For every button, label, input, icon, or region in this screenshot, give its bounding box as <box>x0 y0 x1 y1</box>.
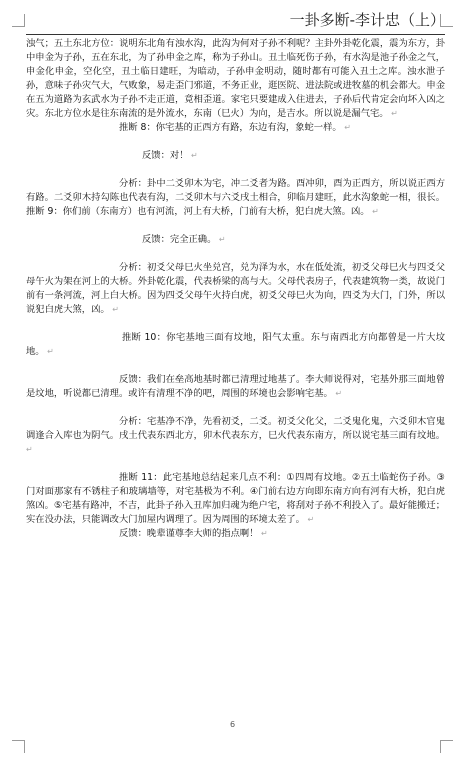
paragraph <box>26 121 445 135</box>
paragraph-mark-icon: ↵ <box>188 151 198 160</box>
paragraph-text: 分析：卦中二爻卯木为宅，冲二爻者为路。酉冲卯，酉为正西方，所以说正西方有路。二爻卯木持勾陈也代表有沟，二爻卯木与六爻戌土相合，卯临月建旺，此水沟象蛇一相，很长。推断 9：你们前（东南方）也有河流，河上有大桥，门前有大桥，犯白虎大煞。凶。 <box>26 178 445 217</box>
paragraph-mark-icon: ↵ <box>388 109 398 118</box>
page-number: 6 <box>229 720 236 729</box>
paragraph-mark-icon: ↵ <box>369 207 379 216</box>
blank-line <box>26 135 445 149</box>
document-body <box>26 37 445 541</box>
paragraph-text: 反馈：对！ <box>142 150 189 161</box>
paragraph-mark-icon: ↵ <box>341 123 351 132</box>
paragraph-text: 推断 8：你宅基的正西方有路，东边有沟，象蛇一样。 <box>119 122 342 133</box>
paragraph-text: 分析：宅基净不净，先看初爻，二爻。初爻父化父，二爻鬼化鬼，六爻卯木官鬼调逢合入库也为阴气。戌土代表东西北方，卯木代表东方，巳火代表东南方，所以说宅基三面有坟地。 <box>26 416 445 441</box>
paragraph <box>26 527 445 541</box>
blank-line <box>26 401 445 415</box>
paragraph <box>26 37 445 121</box>
paragraph <box>26 373 445 401</box>
paragraph <box>26 233 445 247</box>
paragraph <box>26 177 445 219</box>
paragraph-mark-icon: ↵ <box>26 445 33 454</box>
blank-line <box>26 317 445 331</box>
paragraph <box>26 331 445 359</box>
corner-mark-bottom-left <box>12 740 25 753</box>
paragraph-mark-icon: ↵ <box>258 529 268 538</box>
header-title: 一卦多断-李计忠（上） <box>289 11 445 29</box>
blank-line <box>26 247 445 261</box>
blank-line <box>26 359 445 373</box>
blank-line <box>26 457 445 471</box>
paragraph <box>26 261 445 317</box>
paragraph-text: 反馈：晚辈谨尊李大师的指点啊！ <box>119 528 259 539</box>
corner-mark-top-left <box>12 14 25 27</box>
paragraph-text: 反馈：完全正确。 <box>142 234 217 245</box>
paragraph-mark-icon: ↵ <box>304 515 315 524</box>
paragraph <box>26 471 445 527</box>
page-header <box>26 8 445 35</box>
corner-mark-bottom-right <box>440 740 453 753</box>
paragraph-mark-icon: ↵ <box>109 305 119 314</box>
paragraph-mark-icon: ↵ <box>332 389 343 398</box>
paragraph-text: 反馈：我们在垒高地基时都已清理过地基了。李大师说得对，宅基外那三面地曾是坟地，听说都已清理。或许有清理不净的吧，周围的环境也会影响宅基。 <box>26 374 445 399</box>
paragraph-mark-icon: ↵ <box>216 235 226 244</box>
paragraph <box>26 149 445 163</box>
blank-line <box>26 219 445 233</box>
paragraph-mark-icon: ↵ <box>44 347 54 356</box>
paragraph <box>26 415 445 457</box>
paragraph-text: 浊气；五土东北方位：说明东北角有浊水沟，此沟为何对子孙不利呢？主卦外卦乾化震，震为东方，卦中申金为子孙，五在东北，为了孙申金之库，称为子孙山。丑土临死伤子孙，有水沟是池子孙金之气，申金化申金，空化空，丑土临日建旺，为暗动，子孙申金明动，随时都有可能入丑土之库。浊水泄子孙，意味子孙灾气大，气败象，易走歪门邪道，不务正业，逛医院、进法院或进牧墓的机会都大。申金在五为道路为玄武水为子孙不走正道，竟相歪道。家宅只要建成入住进去，子孙后代肯定会向坏入凶之灾。东北方位水是往东南流的是外流水，东南（巳火）为向，是吉水。所以说是漏气宅。 <box>26 38 445 119</box>
paragraph-text: 分析：初爻父母巳火坐兑宫，兑为泽为水，水在低处流，初爻父母巳火与四爻父母午火为架在河上的大桥。外卦乾化震，代表桥梁的高与大。父母代表房子，代表建筑物一类，故说门前有一条河流，河上白大桥。因为四爻父母午火持白虎，初爻父母巳火为向，四爻为大门，门外，所以说犯白虎大煞，凶。 <box>26 262 445 315</box>
blank-line <box>26 163 445 177</box>
paragraph-text: 推断 10：你宅基地三面有坟地，阳气太重。东与南西北方向都曾是一片大坟地。 <box>26 332 445 357</box>
paragraph-text: 推断 11：此宅基地总结起来几点不利：①四周有坟地。②五土临蛇伤子孙。③门对面那家有不锈柱子和玻璃墙等，对宅基极为不利。④门前右边方向即东南方向有河有大桥，犯白虎煞凶。⑤宅基有路冲，不吉，此卦子孙入丑库加归魂为绝户宅，将刮对子孙不利投入了。最好能搬迁；实在没办法，只能调改大门加屋内调理了。因为周围的环境太差了。 <box>26 472 445 525</box>
